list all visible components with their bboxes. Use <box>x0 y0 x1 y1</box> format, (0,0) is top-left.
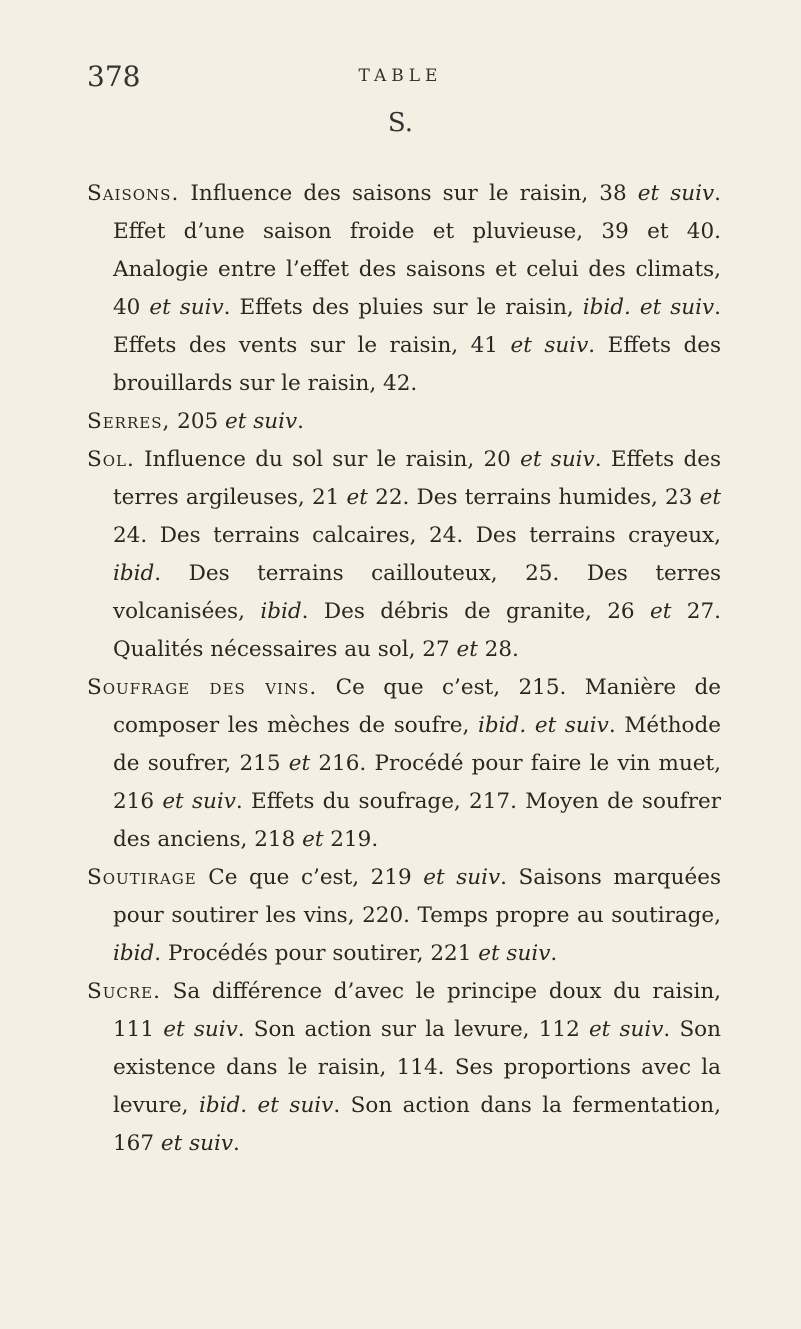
entry-headword: Serres, <box>87 409 171 434</box>
section-letter: S. <box>387 108 414 138</box>
entry-text: . Effets des pluies sur le raisin, <box>223 295 583 320</box>
entry-italic-text: et suiv <box>588 1017 664 1042</box>
entry-italic-text: et suiv <box>520 447 595 472</box>
entry-text: Ce que c’est, 215. Manière de composer les mèches de soufre, <box>113 675 721 738</box>
entry-italic-text: et suiv <box>160 1131 233 1156</box>
entry-headword: Sucre. <box>87 979 161 1004</box>
entry-headword: Soutirage <box>87 865 197 890</box>
running-title: TABLE <box>358 66 443 86</box>
entry-text: . Effets des vents sur le raisin, 41 <box>113 295 721 358</box>
entry-text: . <box>297 409 304 434</box>
entry-italic-text: et <box>650 599 672 624</box>
entry-text: . Effets des terres argileuses, 21 <box>113 447 721 510</box>
entry-text: . Des débris de granite, 26 <box>301 599 651 624</box>
entry-italic-text: ibid <box>113 941 155 966</box>
index-entries <box>87 175 721 1163</box>
entry-text: . <box>550 941 558 966</box>
entry-italic-text: et <box>288 751 311 776</box>
index-entry <box>87 441 721 669</box>
entry-italic-text: et suiv <box>149 295 224 320</box>
entry-text: Influence des saisons sur le raisin, 38 <box>179 181 638 206</box>
entry-text: . Effets des brouillards sur le raisin, 42. <box>113 333 722 396</box>
entry-text: Ce que c’est, 219 <box>196 865 424 890</box>
entry-text: . Effet d’une saison froide et pluvieuse, 39 et 40. Analogie entre l’effet des saisons et celui des climats, 40 <box>113 181 721 320</box>
entry-italic-text: et suiv <box>478 941 551 966</box>
entry-text: 219. <box>323 827 379 852</box>
entry-italic-text: et <box>456 637 478 662</box>
entry-text: . Son action dans la fermentation, 167 <box>113 1093 721 1156</box>
entry-italic-text: ibid. et suiv <box>478 713 609 738</box>
entry-text: . Méthode de soufrer, 215 <box>113 713 721 776</box>
entry-italic-text: et suiv <box>637 181 715 206</box>
entry-italic-text: et suiv <box>510 333 589 358</box>
index-entry <box>87 973 721 1163</box>
entry-text: . Son action sur la levure, 112 <box>237 1017 589 1042</box>
page-number: 378 <box>87 60 141 93</box>
entry-headword: Sol. <box>87 447 135 472</box>
index-entry <box>87 859 721 973</box>
entry-italic-text: ibid. et suiv <box>582 295 715 320</box>
entry-text: 205 <box>170 409 226 434</box>
entry-italic-text: et <box>699 485 722 510</box>
entry-text: 27. Qualités nécessaires au sol, 27 <box>113 599 722 662</box>
entry-text: . Des terrains caillouteux, 25. Des terres volcanisées, <box>113 561 721 624</box>
entry-italic-text: et suiv <box>163 1017 238 1042</box>
entry-text: . Procédés pour soutirer, 221 <box>154 941 479 966</box>
entry-italic-text: et suiv <box>423 865 501 890</box>
entry-text: . Saisons marquées pour soutirer les vins, 220. Temps propre au soutirage, <box>113 865 721 928</box>
entry-italic-text: ibid. et suiv <box>198 1093 334 1118</box>
entry-text: Influence du sol sur le raisin, 20 <box>134 447 521 472</box>
entry-italic-text: ibid <box>260 599 302 624</box>
entry-text: 28. <box>477 637 519 662</box>
entry-text: . Effets du soufrage, 217. Moyen de soufrer des anciens, 218 <box>113 789 721 852</box>
entry-text: 24. Des terrains calcaires, 24. Des terrains crayeux, <box>113 523 721 548</box>
entry-italic-text: et suiv <box>162 789 236 814</box>
entry-italic-text: et <box>346 485 368 510</box>
index-entry <box>87 403 721 441</box>
entry-headword: Soufrage des vins. <box>87 675 318 700</box>
entry-text: . Son existence dans le raisin, 114. Ses proportions avec la levure, <box>113 1017 721 1118</box>
entry-headword: Saisons. <box>87 181 180 206</box>
index-entry <box>87 669 721 859</box>
entry-text: Sa différence d’avec le principe doux du raisin, 111 <box>113 979 721 1042</box>
entry-text: 216. Procédé pour faire le vin muet, 216 <box>113 751 721 814</box>
entry-text: 22. Des terrains humides, 23 <box>367 485 700 510</box>
entry-italic-text: et suiv <box>225 409 298 434</box>
entry-italic-text: et <box>302 827 324 852</box>
entry-text: . <box>232 1131 240 1156</box>
index-entry <box>87 175 721 403</box>
entry-italic-text: ibid <box>113 561 155 586</box>
